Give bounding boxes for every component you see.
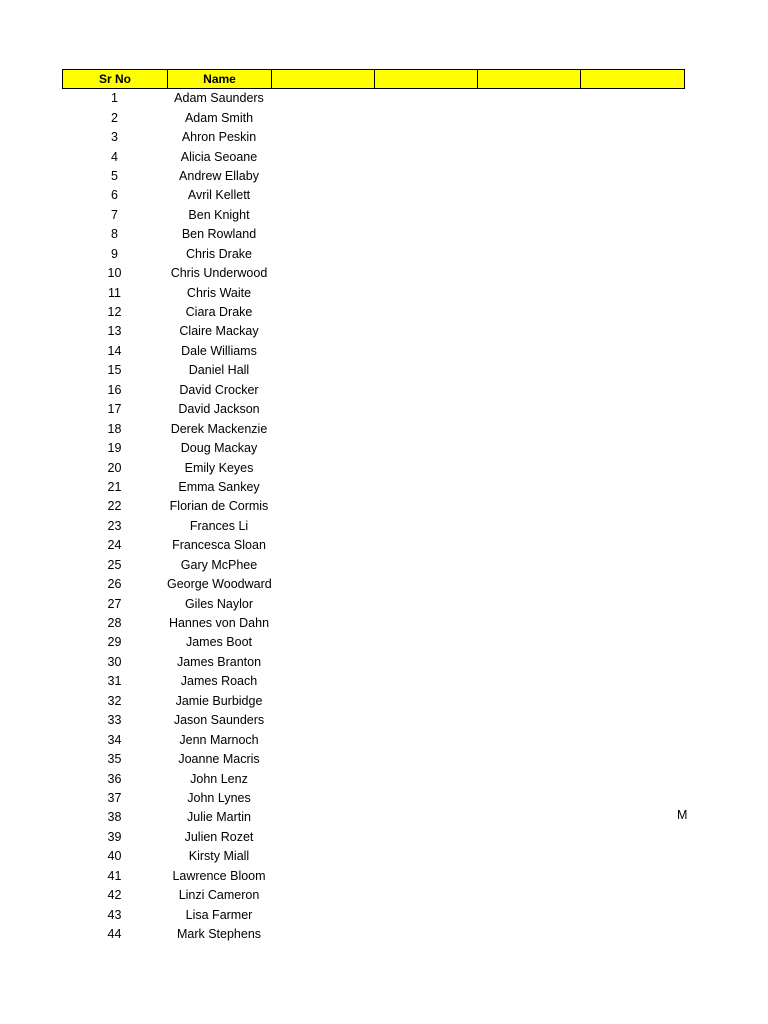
table-row <box>62 847 685 866</box>
name-cell[interactable]: Jamie Burbidge <box>175 693 263 708</box>
name-cell[interactable]: Jason Saunders <box>173 713 265 728</box>
sr-no-cell[interactable]: 19 <box>107 441 122 456</box>
table-row <box>62 89 685 108</box>
name-cell[interactable]: Alicia Seoane <box>180 149 258 164</box>
table-row <box>62 594 685 613</box>
name-cell[interactable]: Adam Smith <box>184 110 254 125</box>
name-cell[interactable]: Daniel Hall <box>188 363 250 378</box>
table-row <box>62 867 685 886</box>
clipped-cell-text: M <box>677 808 687 822</box>
name-cell[interactable]: Ben Knight <box>188 207 250 222</box>
sr-no-cell[interactable]: 33 <box>107 713 122 728</box>
sr-no-cell[interactable]: 12 <box>107 305 122 320</box>
spreadsheet-table <box>62 69 685 944</box>
sr-no-cell[interactable]: 14 <box>107 343 122 358</box>
header-name[interactable]: Name <box>168 70 272 88</box>
table-row <box>62 400 685 419</box>
sr-no-cell[interactable]: 21 <box>107 479 122 494</box>
table-row <box>62 730 685 749</box>
table-row <box>62 711 685 730</box>
table-row <box>62 283 685 302</box>
sr-no-cell[interactable]: 10 <box>107 266 122 281</box>
table-row <box>62 653 685 672</box>
table-row <box>62 769 685 788</box>
sr-no-cell[interactable]: 20 <box>107 460 122 475</box>
table-row <box>62 633 685 652</box>
table-row <box>62 342 685 361</box>
name-cell[interactable]: Joanne Macris <box>178 752 260 767</box>
name-cell[interactable]: James Boot <box>185 635 252 650</box>
sr-no-cell[interactable]: 28 <box>107 616 122 631</box>
sr-no-cell[interactable]: 27 <box>107 596 122 611</box>
table-row <box>62 905 685 924</box>
name-cell[interactable]: Ben Rowland <box>181 227 257 242</box>
sr-no-cell[interactable]: 43 <box>107 907 122 922</box>
table-row <box>62 381 685 400</box>
table-row <box>62 147 685 166</box>
name-cell[interactable]: Chris Waite <box>186 285 252 300</box>
table-row <box>62 517 685 536</box>
sr-no-cell[interactable]: 17 <box>107 402 122 417</box>
sr-no-cell[interactable]: 4 <box>111 149 118 164</box>
sr-no-cell[interactable]: 36 <box>107 771 122 786</box>
sr-no-cell[interactable]: 15 <box>107 363 122 378</box>
table-row <box>62 750 685 769</box>
table-row <box>62 886 685 905</box>
table-row <box>62 692 685 711</box>
table-row <box>62 108 685 127</box>
name-cell[interactable]: Andrew Ellaby <box>179 168 259 183</box>
table-row <box>62 497 685 516</box>
name-cell[interactable]: Kirsty Miall <box>188 849 250 864</box>
table-row <box>62 439 685 458</box>
table-row <box>62 458 685 477</box>
sr-no-cell[interactable]: 1 <box>111 91 118 106</box>
sr-no-cell[interactable]: 9 <box>111 246 118 261</box>
header-blank-column[interactable] <box>272 70 375 88</box>
name-cell[interactable]: Ahron Peskin <box>181 130 257 145</box>
sr-no-cell[interactable]: 34 <box>107 732 122 747</box>
name-cell[interactable]: Linzi Cameron <box>178 888 260 903</box>
sr-no-cell[interactable]: 35 <box>107 752 122 767</box>
name-cell[interactable]: Julie Martin <box>187 810 251 825</box>
name-cell[interactable]: Lawrence Bloom <box>172 868 266 883</box>
header-blank-column[interactable] <box>375 70 478 88</box>
name-cell[interactable]: Adam Saunders <box>174 91 264 106</box>
sr-no-cell[interactable]: 7 <box>111 207 118 222</box>
table-row <box>62 419 685 438</box>
table-row <box>62 361 685 380</box>
name-cell[interactable]: Francesca Sloan <box>172 538 266 553</box>
name-cell[interactable]: Gary McPhee <box>180 557 258 572</box>
name-cell[interactable]: Lisa Farmer <box>185 907 253 922</box>
name-cell[interactable]: James Roach <box>180 674 258 689</box>
name-cell[interactable]: Frances Li <box>189 518 249 533</box>
table-row <box>62 128 685 147</box>
name-cell[interactable]: Chris Drake <box>186 246 252 261</box>
name-cell[interactable]: John Lenz <box>190 771 248 786</box>
sr-no-cell[interactable]: 23 <box>107 518 122 533</box>
sr-no-cell[interactable]: 42 <box>107 888 122 903</box>
sr-no-cell[interactable]: 41 <box>107 868 122 883</box>
sr-no-cell[interactable]: 37 <box>107 790 122 805</box>
sr-no-cell[interactable]: 32 <box>107 693 122 708</box>
sr-no-cell[interactable]: 8 <box>111 227 118 242</box>
table-row <box>62 672 685 691</box>
name-cell[interactable]: John Lynes <box>187 790 251 805</box>
table-row <box>62 556 685 575</box>
sr-no-cell[interactable]: 6 <box>111 188 118 203</box>
sr-no-cell[interactable]: 3 <box>111 130 118 145</box>
sr-no-cell[interactable]: 38 <box>107 810 122 825</box>
table-row <box>62 828 685 847</box>
name-cell[interactable]: Dale Williams <box>181 343 257 358</box>
name-cell[interactable]: James Branton <box>176 654 262 669</box>
name-cell[interactable]: Doug Mackay <box>180 441 258 456</box>
table-row <box>62 167 685 186</box>
name-cell[interactable]: Jenn Marnoch <box>179 732 259 747</box>
name-cell[interactable]: Derek Mackenzie <box>170 421 268 436</box>
sr-no-cell[interactable]: 16 <box>107 382 122 397</box>
sr-no-cell[interactable]: 2 <box>111 110 118 125</box>
table-row <box>62 322 685 341</box>
name-cell[interactable]: Chris Underwood <box>170 266 268 281</box>
header-blank-column[interactable] <box>478 70 581 88</box>
name-cell[interactable]: Florian de Cormis <box>169 499 269 514</box>
table-row <box>62 206 685 225</box>
table-row <box>62 245 685 264</box>
table-row <box>62 536 685 555</box>
sr-no-cell[interactable]: 22 <box>107 499 122 514</box>
table-row <box>62 303 685 322</box>
sr-no-cell[interactable]: 40 <box>107 849 122 864</box>
sr-no-cell[interactable]: 39 <box>107 829 122 844</box>
name-cell[interactable]: Ciara Drake <box>185 305 253 320</box>
table-row <box>62 186 685 205</box>
table-row <box>62 478 685 497</box>
table-row <box>62 614 685 633</box>
table-row <box>62 808 685 827</box>
name-cell[interactable]: Emily Keyes <box>184 460 254 475</box>
name-cell[interactable]: Avril Kellett <box>187 188 251 203</box>
table-row <box>62 789 685 808</box>
sr-no-cell[interactable]: 13 <box>107 324 122 339</box>
name-cell[interactable]: Claire Mackay <box>179 324 259 339</box>
table-row <box>62 225 685 244</box>
name-cell[interactable]: David Crocker <box>179 382 259 397</box>
name-cell[interactable]: Emma Sankey <box>178 479 260 494</box>
sr-no-cell[interactable]: 30 <box>107 654 122 669</box>
table-row <box>62 264 685 283</box>
table-body <box>62 89 685 944</box>
table-row <box>62 925 685 944</box>
sr-no-cell[interactable]: 44 <box>107 927 122 942</box>
sr-no-cell[interactable]: 5 <box>111 168 118 183</box>
sr-no-cell[interactable]: 18 <box>107 421 122 436</box>
sr-no-cell[interactable]: 11 <box>108 285 121 300</box>
name-cell[interactable]: Giles Naylor <box>184 596 254 611</box>
sr-no-cell[interactable]: 24 <box>107 538 122 553</box>
header-blank-column[interactable] <box>581 70 684 88</box>
name-cell[interactable]: Julien Rozet <box>184 829 254 844</box>
table-header-row <box>62 69 685 89</box>
table-row <box>62 575 685 594</box>
name-cell[interactable]: David Jackson <box>178 402 260 417</box>
header-sr-no[interactable]: Sr No <box>63 70 168 88</box>
name-cell[interactable]: George Woodward <box>167 577 272 592</box>
sr-no-cell[interactable]: 25 <box>107 557 122 572</box>
sr-no-cell[interactable]: 31 <box>107 674 122 689</box>
name-cell[interactable]: Mark Stephens <box>176 927 262 942</box>
name-cell[interactable]: Hannes von Dahn <box>168 616 270 631</box>
sr-no-cell[interactable]: 26 <box>107 577 122 592</box>
sr-no-cell[interactable]: 29 <box>107 635 122 650</box>
